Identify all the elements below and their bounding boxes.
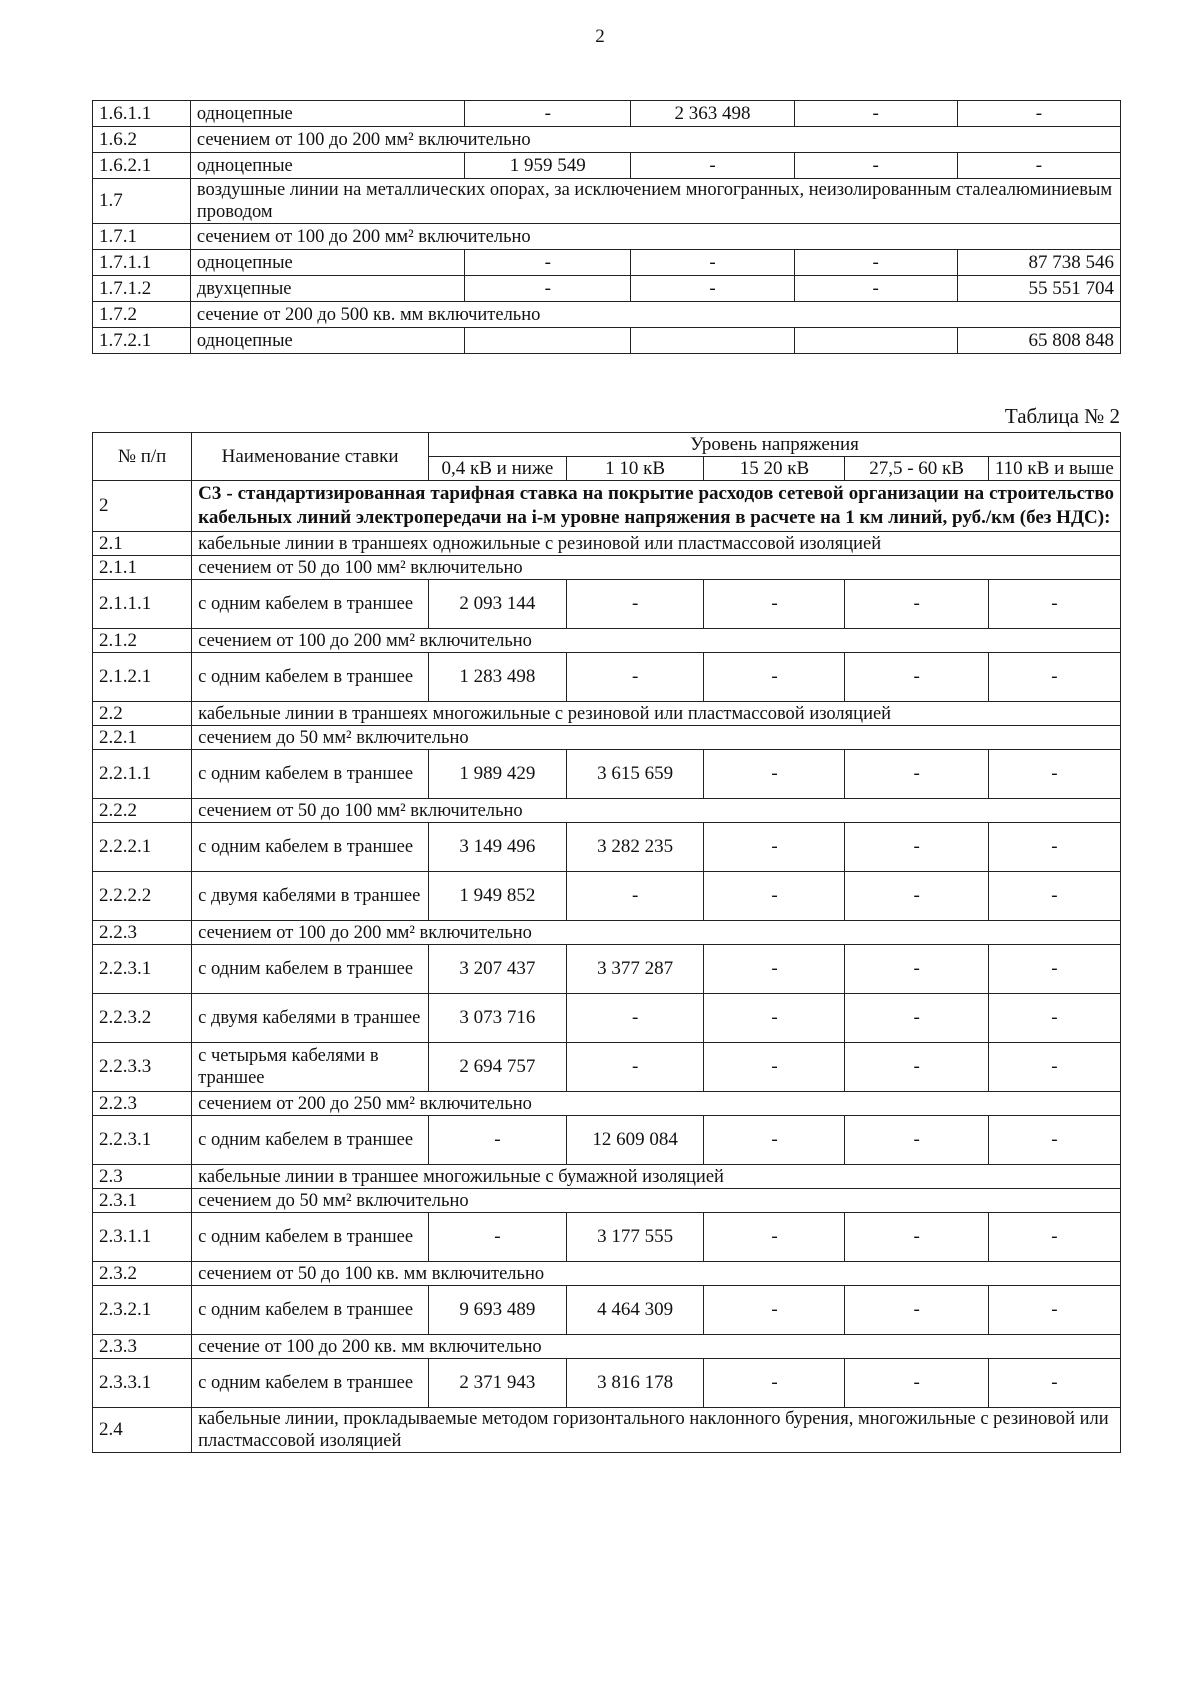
value-cell: 4 464 309 [566,1286,704,1335]
value-cell: 1 989 429 [429,750,567,799]
row-number: 2.2.3.3 [93,1043,192,1092]
value-cell: - [631,153,794,179]
value-cell: - [988,872,1120,921]
row-number: 2.2.2 [93,799,192,823]
value-cell: - [794,101,957,127]
row-number: 1.6.2.1 [93,153,191,179]
value-cell: - [845,1286,988,1335]
header-col-27-60kv: 27,5 - 60 кВ [845,457,988,481]
table-row [93,653,1121,702]
row-number: 1.7 [93,179,191,224]
value-cell: 2 371 943 [429,1359,567,1408]
value-cell: 1 283 498 [429,653,567,702]
value-cell: - [566,994,704,1043]
header-voltage-level: Уровень напряжения [429,433,1121,457]
section-row [93,1262,1121,1286]
row-name: с одним кабелем в траншее [192,653,429,702]
value-cell: - [704,580,845,629]
value-cell: - [794,250,957,276]
section-row [93,1092,1121,1116]
section-row [93,302,1121,328]
value-cell: - [845,1359,988,1408]
row-number: 1.7.1.1 [93,250,191,276]
row-number: 2.2.3 [93,1092,192,1116]
row-name: с одним кабелем в траншее [192,945,429,994]
value-cell: - [704,1286,845,1335]
header-col-0-4kv: 0,4 кВ и ниже [429,457,567,481]
value-cell: 65 808 848 [957,328,1120,354]
value-cell: - [704,994,845,1043]
value-cell: - [988,945,1120,994]
row-name: одноцепные [190,250,464,276]
value-cell: 3 073 716 [429,994,567,1043]
value-cell: 2 363 498 [631,101,794,127]
row-name: сечением от 100 до 200 мм² включительно [190,224,1120,250]
value-cell: - [845,580,988,629]
value-cell: 3 149 496 [429,823,567,872]
row-name: кабельные линии в траншее многожильные с бумажной изоляцией [192,1165,1121,1189]
value-cell: - [704,1359,845,1408]
header-col-1-10kv: 1 10 кВ [566,457,704,481]
value-cell: - [988,994,1120,1043]
row-number: 2.2 [93,702,192,726]
row-name: сечением от 100 до 200 мм² включительно [192,921,1121,945]
row-number: 2.3.1 [93,1189,192,1213]
row-number: 2.2.3.1 [93,1116,192,1165]
value-cell: 3 377 287 [566,945,704,994]
row-number: 1.7.1 [93,224,191,250]
row-name: с одним кабелем в траншее [192,1359,429,1408]
header-col-110kv: 110 кВ и выше [988,457,1120,481]
row-number: 2.3.2.1 [93,1286,192,1335]
value-cell: - [465,250,631,276]
row-number: 2.3.1.1 [93,1213,192,1262]
value-cell: - [988,1116,1120,1165]
value-cell: - [704,1213,845,1262]
row-name: сечением до 50 мм² включительно [192,726,1121,750]
value-cell: - [988,580,1120,629]
value-cell: 3 177 555 [566,1213,704,1262]
value-cell: - [704,872,845,921]
value-cell: - [988,1043,1120,1092]
table-row [93,101,1121,127]
header-num: № п/п [93,433,192,481]
row-number: 1.7.2 [93,302,191,328]
row-name: двухцепные [190,276,464,302]
value-cell [794,328,957,354]
row-name: сечение от 200 до 500 кв. мм включительно [190,302,1120,328]
value-cell: - [794,276,957,302]
table-row [93,1043,1121,1092]
row-name: кабельные линии, прокладываемые методом горизонтального наклонного бурения, многожильные с резиновой или пластмассовой изоляцией [192,1408,1121,1453]
row-number: 2.2.1 [93,726,192,750]
value-cell: - [566,1043,704,1092]
value-cell: - [704,1043,845,1092]
section-row [93,532,1121,556]
row-name: с одним кабелем в траншее [192,1213,429,1262]
value-cell: - [429,1116,567,1165]
row-number: 1.6.2 [93,127,191,153]
value-cell: - [429,1213,567,1262]
value-cell: - [794,153,957,179]
value-cell: - [957,153,1120,179]
row-name: с двумя кабелями в траншее [192,872,429,921]
value-cell: - [704,653,845,702]
value-cell: - [845,750,988,799]
row-name: с двумя кабелями в траншее [192,994,429,1043]
table-row [93,750,1121,799]
value-cell: - [988,1213,1120,1262]
row-number: 1.6.1.1 [93,101,191,127]
row-name: сечением от 50 до 100 кв. мм включительно [192,1262,1121,1286]
value-cell: 1 959 549 [465,153,631,179]
table-row [93,1213,1121,1262]
section-row [93,726,1121,750]
section-row [93,127,1121,153]
value-cell: - [988,750,1120,799]
section-row [93,179,1121,224]
value-cell: 3 282 235 [566,823,704,872]
section-row [93,1165,1121,1189]
section-row [93,1189,1121,1213]
value-cell: 3 615 659 [566,750,704,799]
value-cell: - [704,823,845,872]
value-cell: - [988,1286,1120,1335]
row-name: с одним кабелем в траншее [192,823,429,872]
value-cell: - [845,823,988,872]
value-cell: 2 694 757 [429,1043,567,1092]
row-number: 2.3.2 [93,1262,192,1286]
value-cell: - [631,250,794,276]
table-row [93,580,1121,629]
row-number: 2.4 [93,1408,192,1453]
value-cell: 87 738 546 [957,250,1120,276]
value-cell: 1 949 852 [429,872,567,921]
value-cell: - [845,1116,988,1165]
row-name: воздушные линии на металлических опорах, за исключением многогранных, неизолированным сталеалюминиевым проводом [190,179,1120,224]
table-row [93,276,1121,302]
table-row [93,1359,1121,1408]
row-number: 1.7.2.1 [93,328,191,354]
tariff-table-2 [92,432,1121,1453]
section-row [93,799,1121,823]
table-row [93,1116,1121,1165]
title-row-text: С3 - стандартизированная тарифная ставка на покрытие расходов сетевой организации на строительство кабельных линий электропередачи на i-м уровне напряжения в расчете на 1 км линий, руб./км (без НДС): [192,481,1121,532]
value-cell: 9 693 489 [429,1286,567,1335]
row-number: 2.1.1 [93,556,192,580]
section-row [93,556,1121,580]
value-cell: - [988,823,1120,872]
row-name: с четырьмя кабелями в траншее [192,1043,429,1092]
value-cell: - [957,101,1120,127]
value-cell: - [704,945,845,994]
row-number: 2.2.2.1 [93,823,192,872]
row-name: сечением от 50 до 100 мм² включительно [192,556,1121,580]
value-cell: 55 551 704 [957,276,1120,302]
row-number: 2.1 [93,532,192,556]
value-cell: - [465,276,631,302]
section-row [93,224,1121,250]
section-row [93,1408,1121,1453]
row-number: 2.1.2 [93,629,192,653]
value-cell [465,328,631,354]
value-cell: - [631,276,794,302]
table-row [93,153,1121,179]
row-name: одноцепные [190,328,464,354]
row-name: одноцепные [190,153,464,179]
value-cell: - [845,872,988,921]
row-name: с одним кабелем в траншее [192,750,429,799]
row-name: с одним кабелем в траншее [192,1286,429,1335]
table-2-caption: Таблица № 2 [1004,404,1120,428]
row-number: 2.1.1.1 [93,580,192,629]
value-cell: - [465,101,631,127]
row-name: кабельные линии в траншеях одножильные с резиновой или пластмассовой изоляцией [192,532,1121,556]
value-cell: - [566,580,704,629]
value-cell: - [845,1213,988,1262]
value-cell: - [845,945,988,994]
row-name: кабельные линии в траншеях многожильные с резиновой или пластмассовой изоляцией [192,702,1121,726]
section-row [93,921,1121,945]
row-number: 2.3 [93,1165,192,1189]
value-cell: 12 609 084 [566,1116,704,1165]
row-name: сечением от 50 до 100 мм² включительно [192,799,1121,823]
header-col-15-20kv: 15 20 кВ [704,457,845,481]
value-cell: - [845,994,988,1043]
header-rate-name: Наименование ставки [192,433,429,481]
row-name: с одним кабелем в траншее [192,580,429,629]
row-name: сечение от 100 до 200 кв. мм включительно [192,1335,1121,1359]
value-cell: 3 816 178 [566,1359,704,1408]
value-cell: - [566,653,704,702]
tariff-table-1-continued [92,100,1121,354]
row-name: сечением от 200 до 250 мм² включительно [192,1092,1121,1116]
title-row-num: 2 [93,481,192,532]
value-cell: 3 207 437 [429,945,567,994]
row-name: сечением до 50 мм² включительно [192,1189,1121,1213]
table-row [93,250,1121,276]
row-number: 2.3.3.1 [93,1359,192,1408]
table-row [93,823,1121,872]
value-cell: 2 093 144 [429,580,567,629]
value-cell: - [988,1359,1120,1408]
value-cell: - [704,750,845,799]
row-number: 2.2.3 [93,921,192,945]
row-name: с одним кабелем в траншее [192,1116,429,1165]
section-row [93,629,1121,653]
value-cell [631,328,794,354]
row-number: 2.2.3.1 [93,945,192,994]
row-number: 2.2.1.1 [93,750,192,799]
row-name: сечением от 100 до 200 мм² включительно [190,127,1120,153]
page-number: 2 [595,26,605,47]
row-name: одноцепные [190,101,464,127]
row-number: 2.2.3.2 [93,994,192,1043]
table-row [93,994,1121,1043]
row-number: 1.7.1.2 [93,276,191,302]
table-row [93,945,1121,994]
section-row [93,1335,1121,1359]
row-number: 2.2.2.2 [93,872,192,921]
value-cell: - [704,1116,845,1165]
value-cell: - [988,653,1120,702]
value-cell: - [845,653,988,702]
value-cell: - [845,1043,988,1092]
row-number: 2.1.2.1 [93,653,192,702]
table-row [93,1286,1121,1335]
table-row [93,872,1121,921]
section-row [93,702,1121,726]
table-row [93,328,1121,354]
row-name: сечением от 100 до 200 мм² включительно [192,629,1121,653]
value-cell: - [566,872,704,921]
row-number: 2.3.3 [93,1335,192,1359]
